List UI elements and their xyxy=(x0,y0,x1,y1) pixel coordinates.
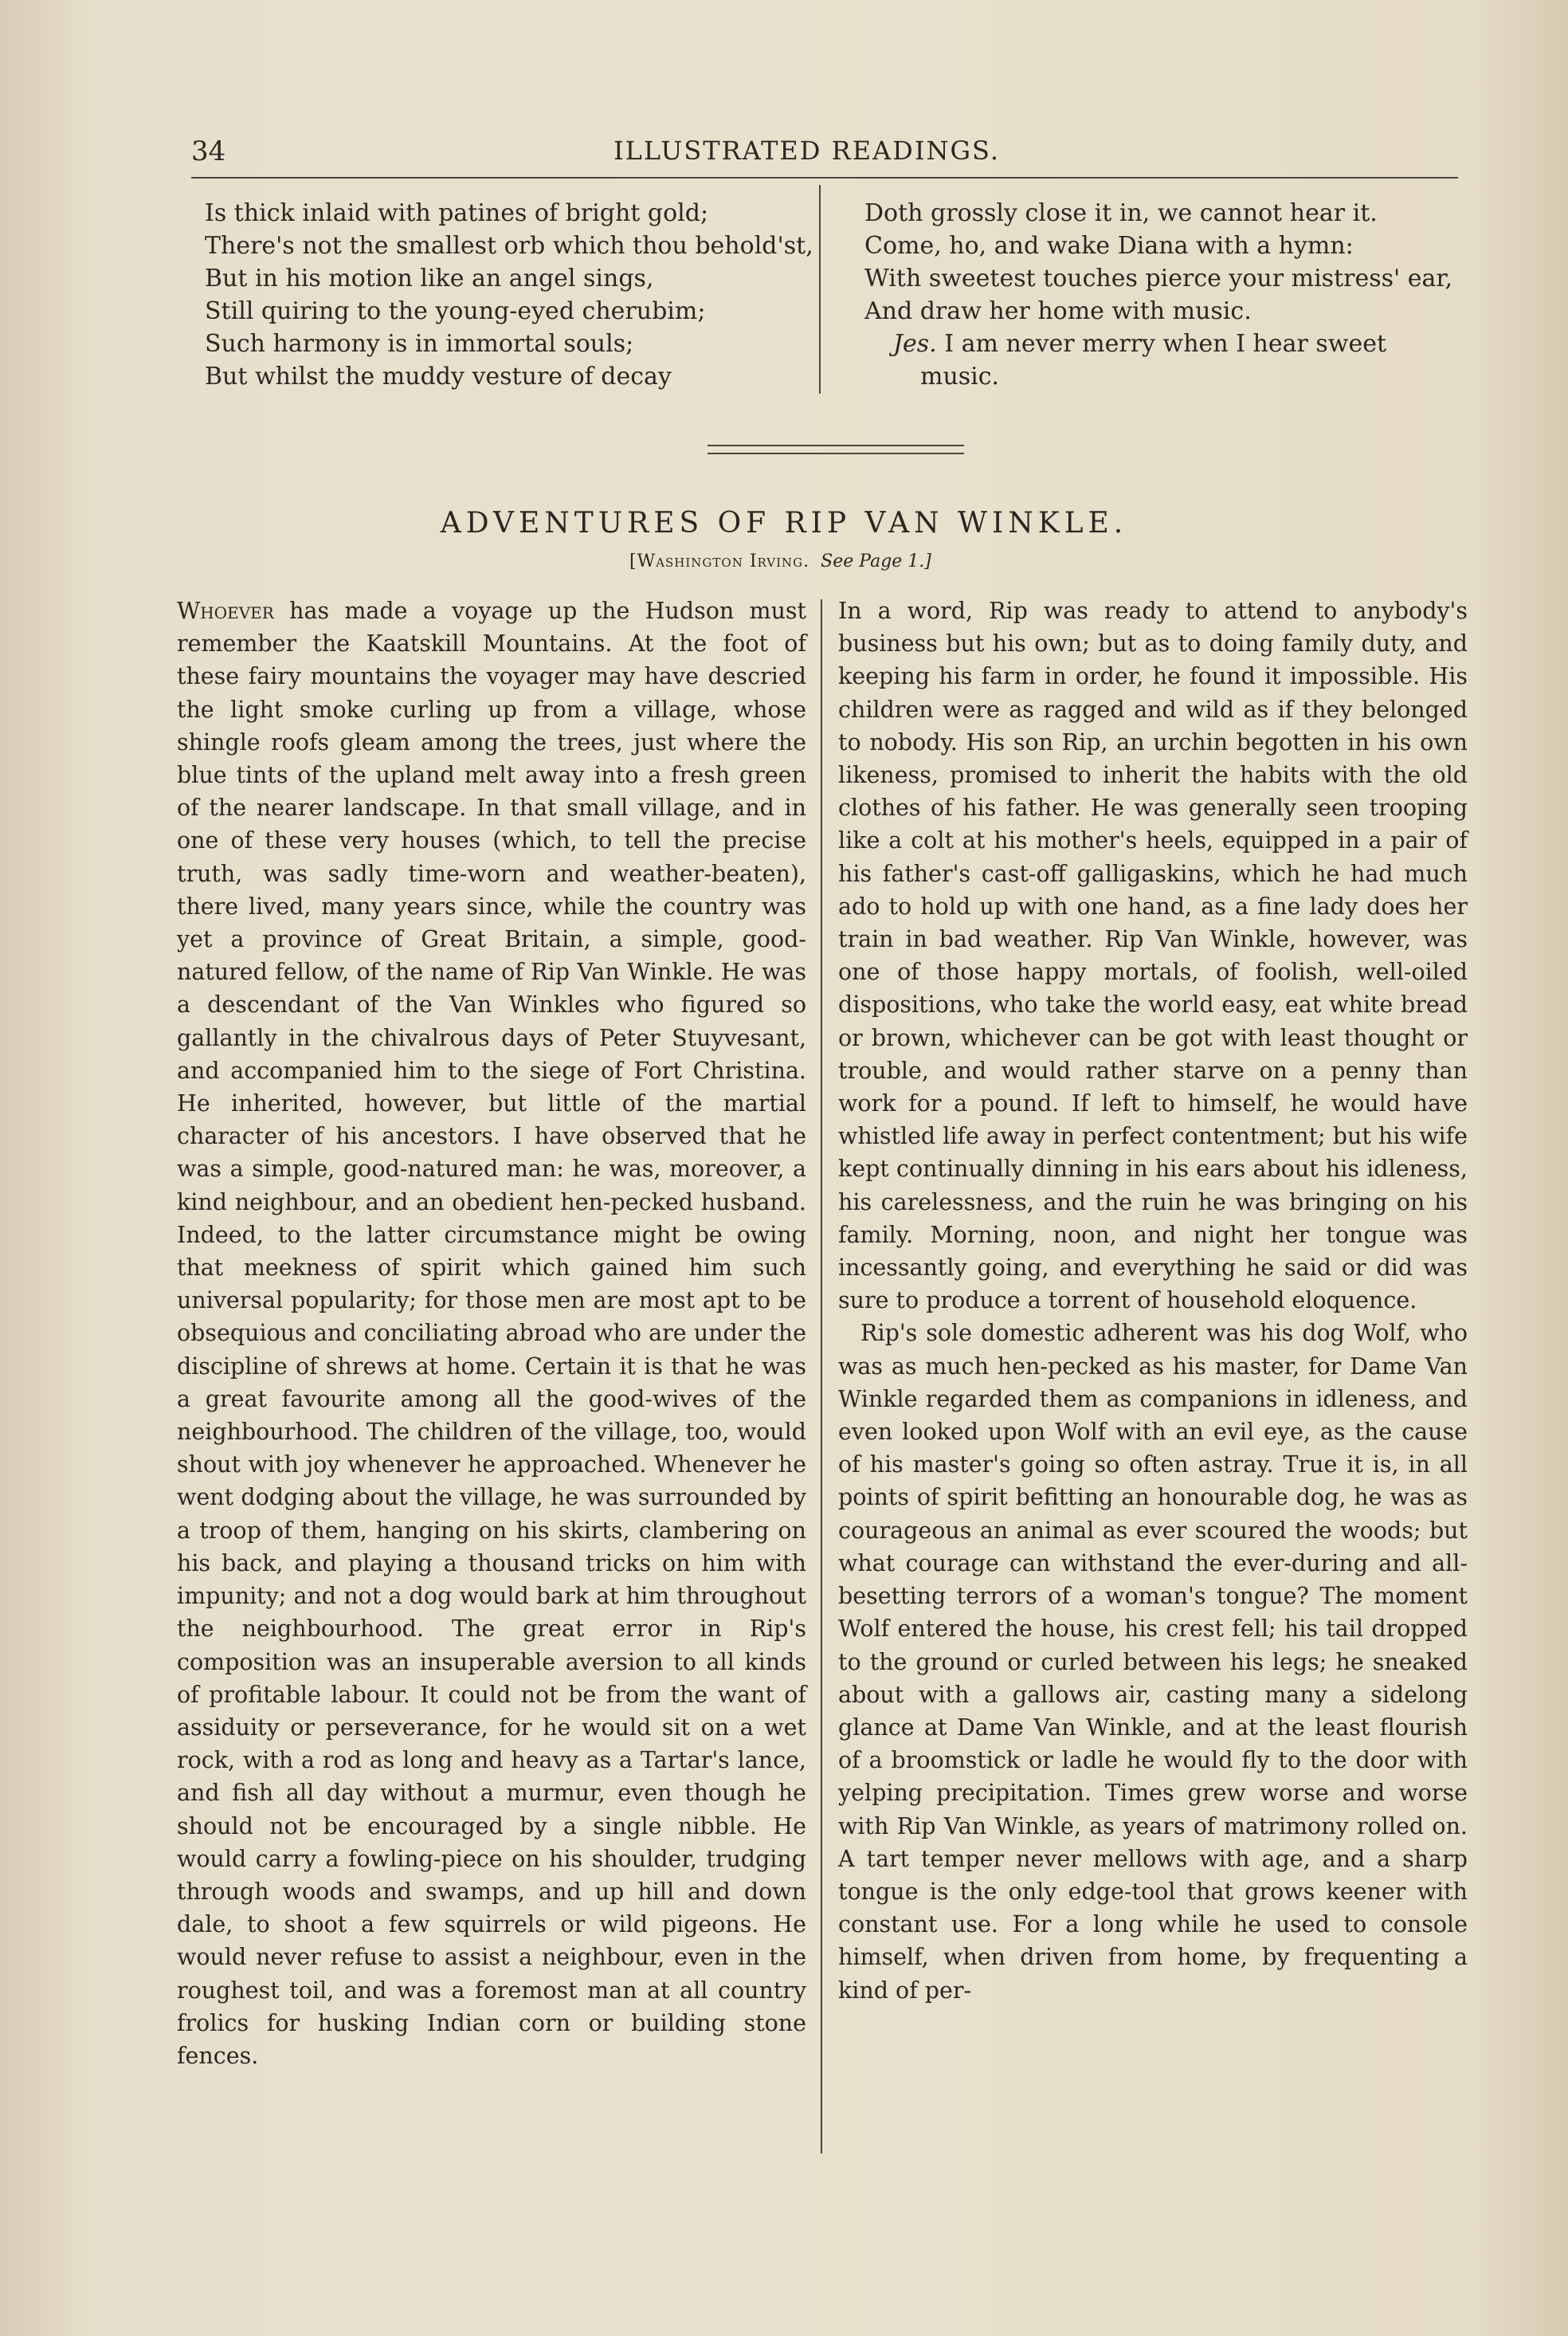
article-paragraph: Rip's sole domestic adherent was his dog Wolf, who was as much hen-pecked as his master, for Dame Van Winkle regarded them as companions in idleness, and even looked upon Wolf with an evil eye, as the cause of his master's going so often astray. True it is, in all points of spirit befitting an honourable dog, he was as courageous an animal as ever scoured the woods; but what courage can withstand the ever-during and all-besetting terrors of a woman's tongue? The moment Wolf entered the house, his crest fell; his tail dropped to the ground or curled between his legs; he sneaked about with a gallows air, casting many a sidelong glance at Dame Van Winkle, and at the least flourish of a broomstick or ladle he would fly to the door with yelping precipitation. Times grew worse and worse with Rip Van Winkle, as years of matrimony rolled on. A tart temper never mellows with age, and a sharp tongue is the only edge-tool that grows keener with constant use. For a long while he used to console himself, when driven from home, by frequenting a kind of per- xyxy=(838,1320,1468,2004)
poem-column-divider xyxy=(819,185,821,394)
poem-line: But whilst the muddy vesture of decay xyxy=(205,363,672,391)
poem-line: With sweetest touches pierce your mistress' ear, xyxy=(864,265,1453,292)
poem-column-right xyxy=(864,197,1486,393)
poem-line: But in his motion like an angel sings, xyxy=(205,265,654,292)
speaker-name: Jes. xyxy=(893,330,937,358)
poem-line: Come, ho, and wake Diana with a hymn: xyxy=(864,232,1354,260)
article-column-left xyxy=(177,595,806,2072)
page-header xyxy=(191,135,1458,179)
speech-text: I am never merry when I hear sweet xyxy=(944,330,1387,358)
paragraph-text: has made a voyage up the Hudson must remember the Kaatskill Mountains. At the foot of these fairy mountains the voyager may have descried the light smoke curling up from a village, whose shingle roofs gleam among the trees, just where the blue tints of the upland melt away into a fresh green of the nearer landscape. In that small village, and in one of these very houses (which, to tell the precise truth, was sadly time-worn and weather-beaten), there lived, many years since, while the country was yet a province of Great Britain, a simple, good-natured fellow, of the name of Rip Van Winkle. He was a descendant of the Van Winkles who figured so gallantly in the chivalrous days of Peter Stuyvesant, and accompanied him to the siege of Fort Christina. He inherited, however, but little of the martial character of his ancestors. I have observed that he was a simple, good-natured man: he was, moreover, a kind neighbour, and an obedient hen-pecked husband. Indeed, to the latter circumstance might be owing that meekness of spirit which gained him such universal popularity; for those men are most apt to be obsequious and conciliating abroad who are under the discipline of shrews at home. Certain it is that he was a great favourite among all the good-wives of the neighbourhood. The children of the village, too, would shout with joy whenever he approached. Whenever he went dodging about the village, he was surrounded by a troop of them, hanging on his skirts, clambering on his back, and playing a thousand tricks on him with impunity; and not a dog would bark at him throughout the neighbourhood. The great error in Rip's composition was an insuperable aversion to all kinds of profitable labour. It could not be from the want of assiduity or perseverance, for he would sit on a wet rock, with a rod as long and heavy as a Tartar's lance, and fish all day without a murmur, even though he should not be encouraged by a single nibble. He would carry a fowling-piece on his shoulder, trudging through woods and swamps, and up hill and down dale, to shoot a few squirrels or wild pigeons. He would never refuse to assist a neighbour, even in the roughest toil, and was a foremost man at all country frolics for husking Indian corn or building stone fences. xyxy=(177,598,807,2069)
attribution-author: [Washington Irving. xyxy=(629,552,810,571)
poem-line: There's not the smallest orb which thou behold'st, xyxy=(205,232,813,260)
poem-line: Doth grossly close it in, we cannot hear it. xyxy=(864,199,1378,227)
running-title: ILLUSTRATED READINGS. xyxy=(613,135,1000,166)
poem-speech-line xyxy=(864,328,1486,360)
page-number: 34 xyxy=(191,135,226,167)
article-title: ADVENTURES OF RIP VAN WINKLE. xyxy=(440,507,1128,540)
attribution-page-reference: See Page 1.] xyxy=(821,552,931,571)
article-paragraph xyxy=(177,595,806,2072)
speech-continuation: music. xyxy=(920,363,1000,391)
poem-line: And draw her home with music. xyxy=(864,297,1252,325)
opening-word: Whoever xyxy=(177,598,274,624)
article-column-right xyxy=(838,595,1468,2007)
poem-line: Still quiring to the young-eyed cherubim; xyxy=(205,297,706,325)
article-paragraph: In a word, Rip was ready to attend to anybody's business but his own; but as to doing family duty, and keeping his farm in order, he found it impossible. His children were as ragged and wild as if they belonged to nobody. His son Rip, an urchin begotten in his own likeness, promised to inherit the habits with the old clothes of his father. He was generally seen trooping like a colt at his mother's heels, equipped in a pair of his father's cast-off galligaskins, which he had much ado to hold up with one hand, as a fine lady does her train in bad weather. Rip Van Winkle, however, was one of those happy mortals, of foolish, well-oiled dispositions, who take the world easy, eat white bread or brown, whichever can be got with least thought or trouble, and would rather starve on a penny than work for a pound. If left to himself, he would have whistled life away in perfect contentment; but his wife kept continually dinning in his ears about his idleness, his carelessness, and the ruin he was bringing on his family. Morning, noon, and night her tongue was incessantly going, and everything he said or did was sure to produce a torrent of household eloquence. xyxy=(838,598,1468,1314)
poem-column-left xyxy=(205,197,813,393)
poem-line: Is thick inlaid with patines of bright gold; xyxy=(205,199,709,227)
poem-line: Such harmony is in immortal souls; xyxy=(205,330,634,358)
section-divider-rule xyxy=(708,445,964,454)
article-column-divider xyxy=(821,599,822,2153)
article-attribution xyxy=(629,552,931,571)
